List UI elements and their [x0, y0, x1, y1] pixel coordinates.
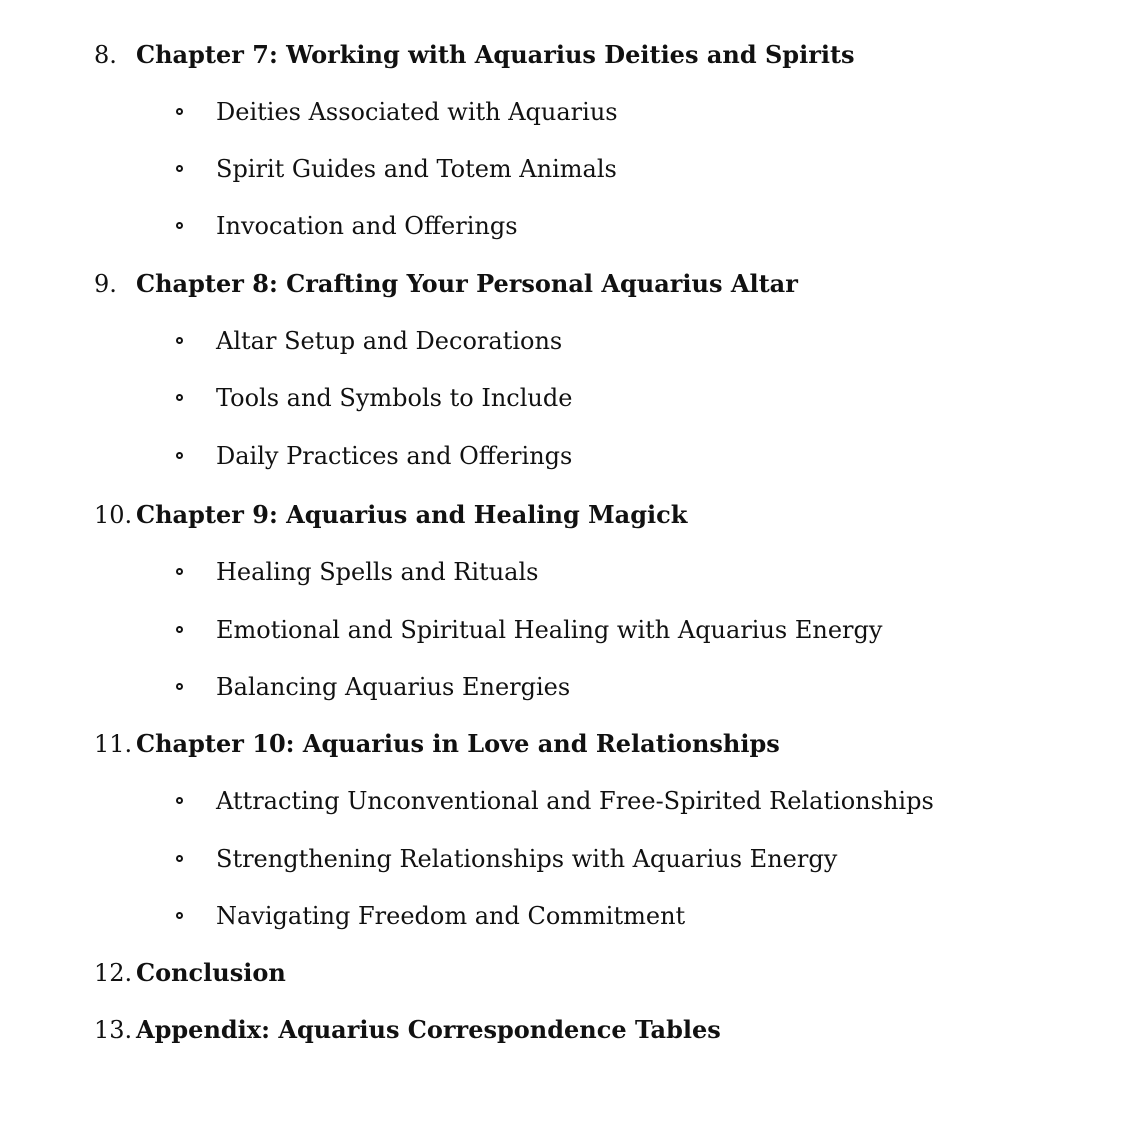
subitem-text: Navigating Freedom and Commitment: [216, 902, 686, 930]
chapter-number: 13.: [94, 1016, 133, 1044]
subitem-text: Healing Spells and Rituals: [216, 558, 539, 586]
chapter-number: 12.: [94, 959, 133, 987]
chapter-title: Chapter 9: Aquarius and Healing Magick: [136, 500, 688, 529]
chapter-title: Chapter 7: Working with Aquarius Deities and Spirits: [136, 40, 855, 69]
hollow-bullet-icon: [176, 912, 183, 919]
subitem-text: Invocation and Offerings: [216, 212, 518, 240]
chapter-number: 9.: [94, 270, 117, 298]
hollow-bullet-icon: [176, 797, 183, 804]
hollow-bullet-icon: [176, 452, 183, 459]
subitem-text: Spirit Guides and Totem Animals: [216, 155, 617, 183]
hollow-bullet-icon: [176, 855, 183, 862]
hollow-bullet-icon: [176, 568, 183, 575]
subitem-text: Daily Practices and Offerings: [216, 442, 573, 470]
chapter-title: Appendix: Aquarius Correspondence Tables: [136, 1015, 721, 1044]
hollow-bullet-icon: [176, 222, 183, 229]
chapter-number: 11.: [94, 730, 133, 758]
subitem-text: Attracting Unconventional and Free-Spirited Relationships: [216, 787, 934, 815]
subitem-text: Emotional and Spiritual Healing with Aquarius Energy: [216, 616, 883, 644]
chapter-number: 8.: [94, 41, 117, 69]
chapter-title: Chapter 10: Aquarius in Love and Relationships: [136, 729, 780, 758]
hollow-bullet-icon: [176, 165, 183, 172]
subitem-text: Deities Associated with Aquarius: [216, 98, 618, 126]
subitem-text: Strengthening Relationships with Aquarius Energy: [216, 845, 838, 873]
hollow-bullet-icon: [176, 626, 183, 633]
chapter-title: Chapter 8: Crafting Your Personal Aquarius Altar: [136, 269, 798, 298]
hollow-bullet-icon: [176, 108, 183, 115]
chapter-title: Conclusion: [136, 958, 286, 987]
hollow-bullet-icon: [176, 394, 183, 401]
chapter-number: 10.: [94, 501, 133, 529]
subitem-text: Balancing Aquarius Energies: [216, 673, 571, 701]
subitem-text: Tools and Symbols to Include: [216, 384, 573, 412]
hollow-bullet-icon: [176, 337, 183, 344]
hollow-bullet-icon: [176, 683, 183, 690]
subitem-text: Altar Setup and Decorations: [216, 327, 563, 355]
